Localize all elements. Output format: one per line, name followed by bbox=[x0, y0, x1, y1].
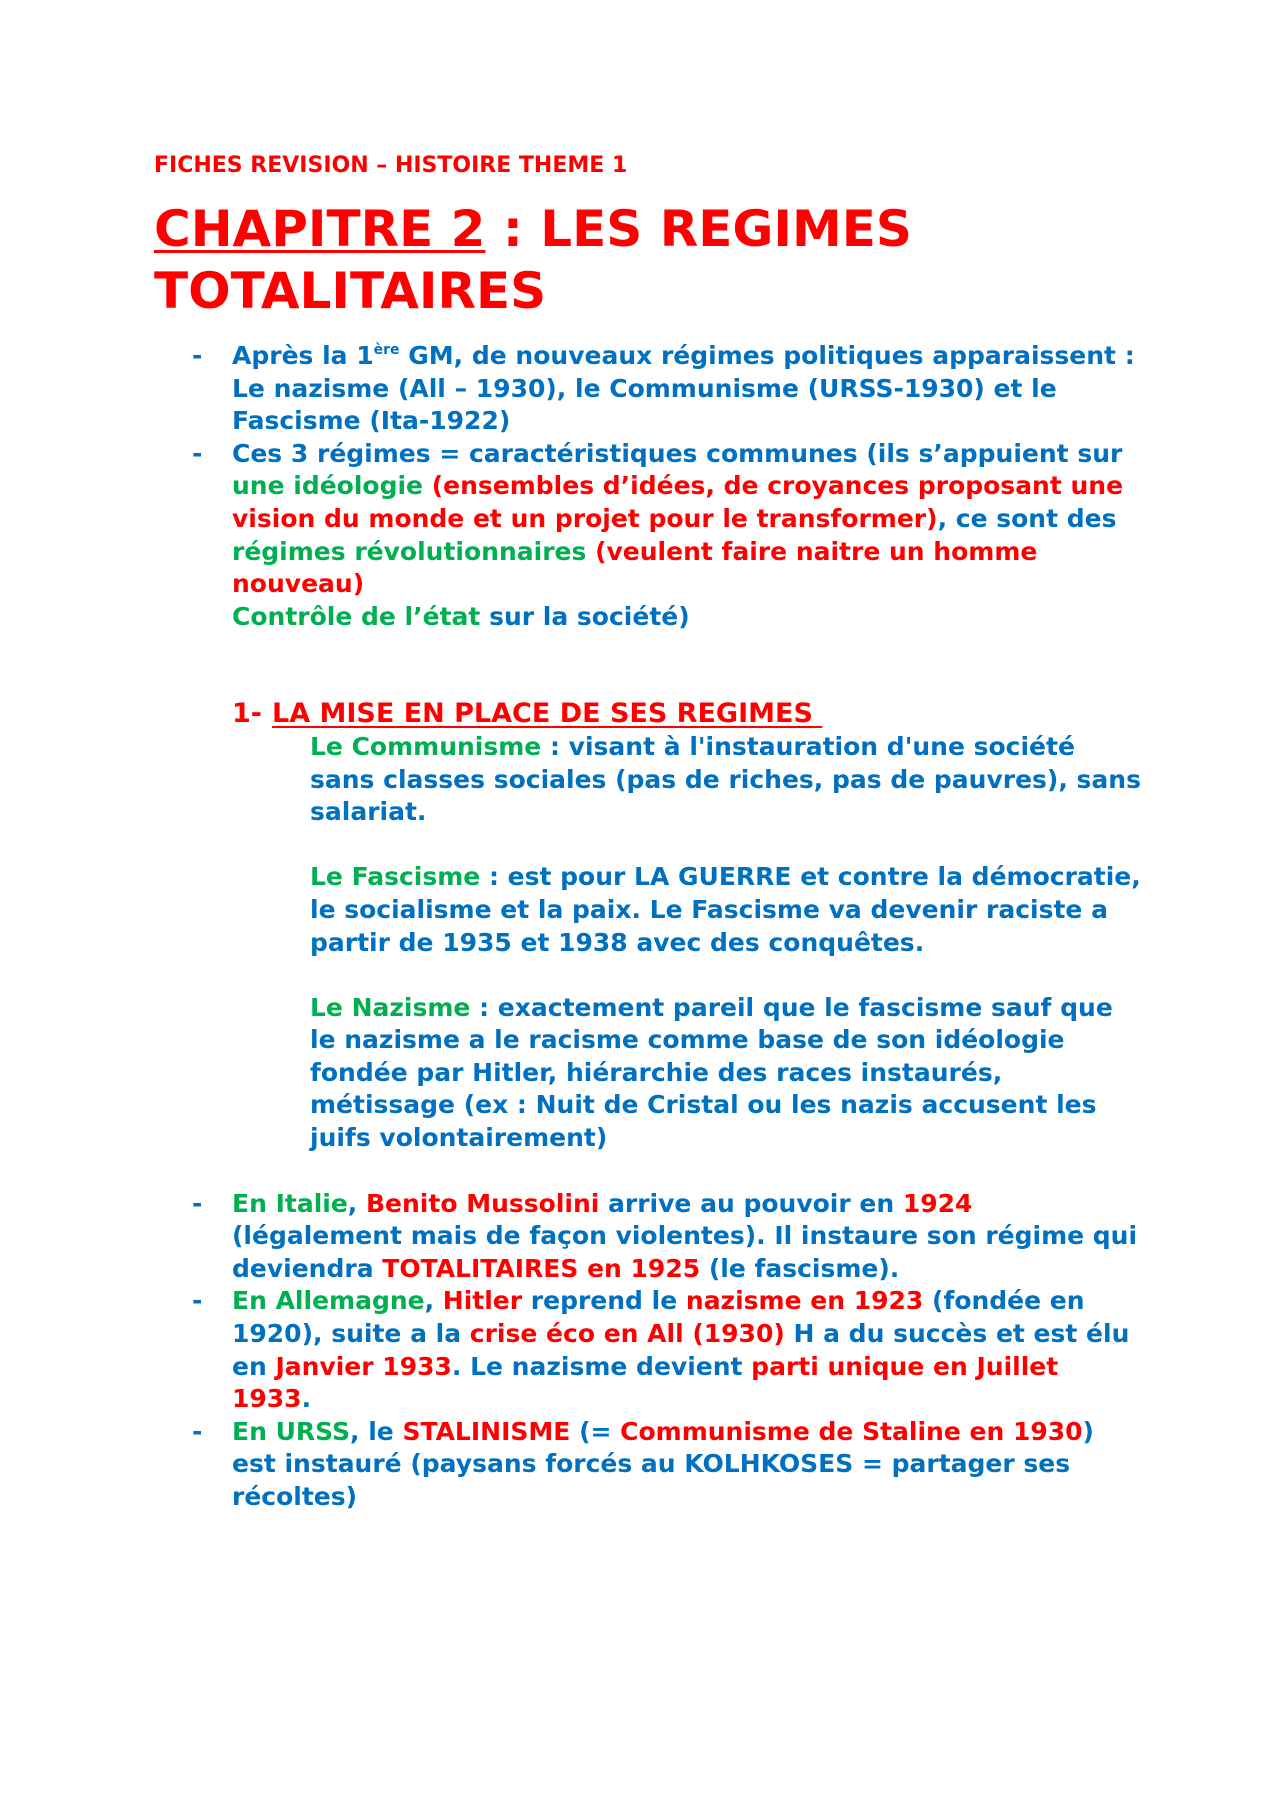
bullet-dash: - bbox=[192, 1188, 203, 1218]
intro-2-controle: Contrôle de l’état bbox=[232, 601, 481, 631]
intro-2-homme-nouveau: (veulent faire naitre un homme nouveau) bbox=[232, 536, 1038, 599]
intro-1-text-c: Le nazisme (All – 1930), le Communisme (URSS-1930) et le Fascisme (Ita-1922) bbox=[232, 373, 1057, 436]
allemagne-crise: crise éco en All (1930) bbox=[469, 1319, 785, 1349]
para-nazisme bbox=[310, 992, 1144, 1155]
urss-text-d: (= bbox=[570, 1416, 621, 1446]
text-communisme: : visant à l'instauration d'une société sans classes sociales (pas de riches, pas de pauvres), sans salariat. bbox=[310, 731, 1141, 827]
spacer bbox=[154, 1155, 1144, 1188]
para-communisme bbox=[310, 731, 1144, 829]
allemagne-nazisme: nazisme en 1923 bbox=[685, 1286, 924, 1316]
italie-country: En Italie bbox=[232, 1188, 348, 1218]
country-list bbox=[154, 1188, 1144, 1514]
intro-2-text-d: , ce sont des bbox=[937, 503, 1117, 533]
urss-stalinisme: STALINISME bbox=[402, 1416, 571, 1446]
allemagne-leader: Hitler bbox=[442, 1286, 523, 1316]
urss-text-b: , le bbox=[350, 1416, 403, 1446]
term-fascisme: Le Fascisme bbox=[310, 862, 481, 892]
urss-definition: Communisme de Staline en 1930 bbox=[620, 1416, 1083, 1446]
allemagne-country: En Allemagne bbox=[232, 1286, 425, 1316]
allemagne-text-l: . bbox=[301, 1384, 312, 1414]
intro-1-sup: ère bbox=[373, 342, 400, 358]
allemagne-date: Janvier 1933 bbox=[275, 1351, 452, 1381]
italie-sep: , bbox=[347, 1188, 366, 1218]
italie-text-d: arrive au pouvoir en bbox=[599, 1188, 903, 1218]
italie-year: 1924 bbox=[902, 1188, 973, 1218]
intro-1-text-a: Après la 1 bbox=[232, 341, 374, 370]
text-fascisme: : est pour LA GUERRE et contre la démocratie, le socialisme et la paix. Le Fascisme va devenir raciste a partir de 1935 et 1938 avec des conquêtes. bbox=[310, 862, 1141, 957]
intro-2-definition: (ensembles d’idées, de croyances proposant une vision du monde et un projet pour le transformer) bbox=[232, 471, 1124, 533]
bullet-dash: - bbox=[192, 341, 203, 370]
bullet-dash: - bbox=[192, 1416, 203, 1446]
intro-2-line-controle bbox=[232, 601, 1144, 634]
allemagne-sep: , bbox=[424, 1286, 443, 1316]
document-kicker: FICHES REVISION – HISTOIRE THEME 1 bbox=[154, 153, 628, 178]
italie-leader: Benito Mussolini bbox=[366, 1188, 600, 1218]
allemagne-text-f: (fondée en 1920), suite a la bbox=[232, 1286, 1085, 1349]
section-1-body bbox=[154, 731, 1144, 1155]
term-nazisme: Le Nazisme bbox=[310, 992, 471, 1022]
page-title bbox=[154, 198, 1144, 322]
section-1-heading bbox=[272, 698, 1144, 731]
intro-item-1 bbox=[154, 340, 1144, 438]
bullet-dash: - bbox=[192, 1286, 203, 1316]
bullet-italie bbox=[154, 1188, 1144, 1286]
intro-2-revolutionnaires: régimes révolutionnaires bbox=[232, 536, 587, 566]
allemagne-parti-unique: parti unique en Juillet 1933 bbox=[232, 1351, 1059, 1414]
section-1-title: LA MISE EN PLACE DE SES REGIMES bbox=[272, 698, 823, 730]
spacer bbox=[154, 633, 1144, 698]
italie-text-h: (le fascisme). bbox=[700, 1253, 900, 1283]
intro-item-2 bbox=[154, 438, 1144, 634]
bullet-urss bbox=[154, 1416, 1144, 1514]
intro-2-ideologie: une idéologie bbox=[232, 471, 424, 501]
intro-2-text-h: sur la société) bbox=[480, 601, 690, 631]
para-fascisme bbox=[310, 861, 1144, 959]
section-1 bbox=[154, 698, 1144, 1154]
urss-text-f: ) est instauré (paysans forcés au KOLHKOSES = partager ses récoltes) bbox=[232, 1416, 1094, 1511]
intro-1-text-b: GM, de nouveaux régimes politiques apparaissent : bbox=[399, 341, 1135, 370]
allemagne-text-j: . Le nazisme devient bbox=[451, 1351, 752, 1381]
bullet-allemagne bbox=[154, 1285, 1144, 1415]
allemagne-text-d: reprend le bbox=[522, 1286, 686, 1316]
section-1-number: 1- bbox=[232, 698, 262, 730]
italie-totalitaire: TOTALITAIRES en 1925 bbox=[382, 1253, 701, 1283]
urss-country: En URSS bbox=[232, 1416, 351, 1446]
chapter-title: : LES REGIMES TOTALITAIRES bbox=[154, 200, 912, 320]
allemagne-text-h: H a du succès et est élu en bbox=[232, 1319, 1130, 1381]
term-communisme: Le Communisme bbox=[310, 731, 542, 761]
chapter-label: CHAPITRE 2 bbox=[154, 200, 486, 258]
italie-text-f: (légalement mais de façon violentes). Il instaure son régime qui deviendra bbox=[232, 1221, 1138, 1283]
document-content bbox=[154, 150, 1144, 1514]
bullet-dash: - bbox=[192, 438, 203, 468]
intro-2-text-a: Ces 3 régimes = caractéristiques communes (ils s’appuient sur bbox=[232, 438, 1123, 468]
intro-list bbox=[154, 340, 1144, 633]
text-nazisme: : exactement pareil que le fascisme sauf que le nazisme a le racisme comme base de son idéologie fondée par Hitler, hiérarchie des races instaurés, métissage (ex : Nuit de Cristal ou les nazis accusent les juifs volontairement) bbox=[310, 992, 1113, 1153]
